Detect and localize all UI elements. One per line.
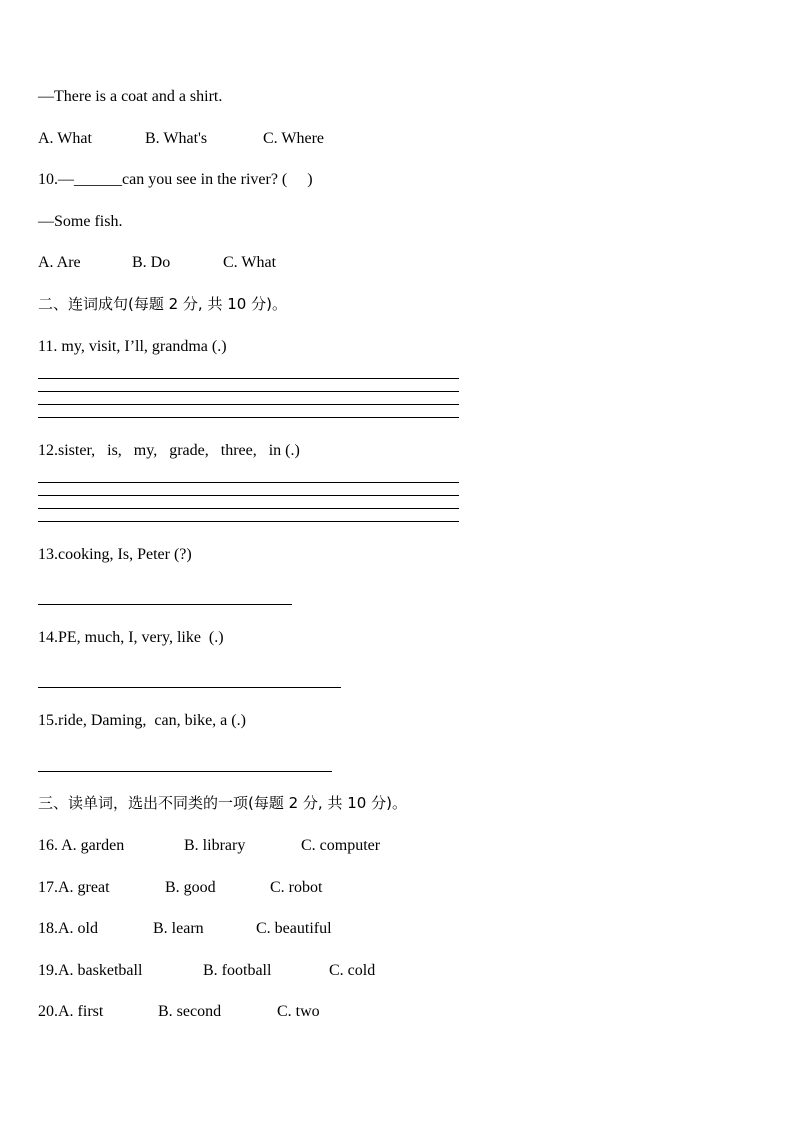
q10-option-a: A. Are [38,254,81,271]
q12-answer-line [38,495,459,496]
q19-option-c: C. cold [329,962,376,979]
q10-answer-line: —Some fish. [38,213,123,230]
q12-answer-line [38,482,459,483]
q9-option-b: B. What's [145,130,208,147]
q18-option-c: C. beautiful [256,920,332,937]
q17-option-b: B. good [165,879,216,896]
q15-prompt: 15.ride, Daming, can, bike, a (.) [38,712,246,729]
q16-option-b: B. library [184,837,246,854]
q14-prompt: 14.PE, much, I, very, like (.) [38,629,224,646]
q16-option-c: C. computer [301,837,381,854]
q11-answer-line [38,378,459,379]
q9-option-c: C. Where [263,130,325,147]
q15-answer-line [38,771,332,772]
q12-answer-line [38,508,459,509]
q13-answer-line [38,604,292,605]
q20-option-b: B. second [158,1003,222,1020]
q9-option-a: A. What [38,130,92,147]
q19-option-a: 19.A. basketball [38,962,143,979]
q20-option-a: 20.A. first [38,1003,104,1020]
q12-answer-line [38,521,459,522]
q11-answer-line [38,391,459,392]
q12-prompt: 12.sister, is, my, grade, three, in (.) [38,442,300,459]
q13-prompt: 13.cooking, Is, Peter (?) [38,546,192,563]
section3-heading: 三、读单词，选出不同类的一项(每题 2 分, 共 10 分)。 [38,794,407,812]
q11-answer-line [38,404,459,405]
q11-prompt: 11. my, visit, I’ll, grandma (.) [38,338,227,355]
q10-question: 10.—______can you see in the river? ( ) [38,171,313,188]
q18-option-a: 18.A. old [38,920,98,937]
q10-option-b: B. Do [132,254,171,271]
q14-answer-line [38,687,341,688]
q16-option-a: 16. A. garden [38,837,125,854]
q9-answer-line: —There is a coat and a shirt. [38,88,223,105]
q11-answer-line [38,417,459,418]
q10-option-c: C. What [223,254,277,271]
q17-option-c: C. robot [270,879,323,896]
q20-option-c: C. two [277,1003,320,1020]
section2-heading: 二、连词成句(每题 2 分, 共 10 分)。 [38,295,287,313]
q17-option-a: 17.A. great [38,879,110,896]
q18-option-b: B. learn [153,920,204,937]
q19-option-b: B. football [203,962,272,979]
